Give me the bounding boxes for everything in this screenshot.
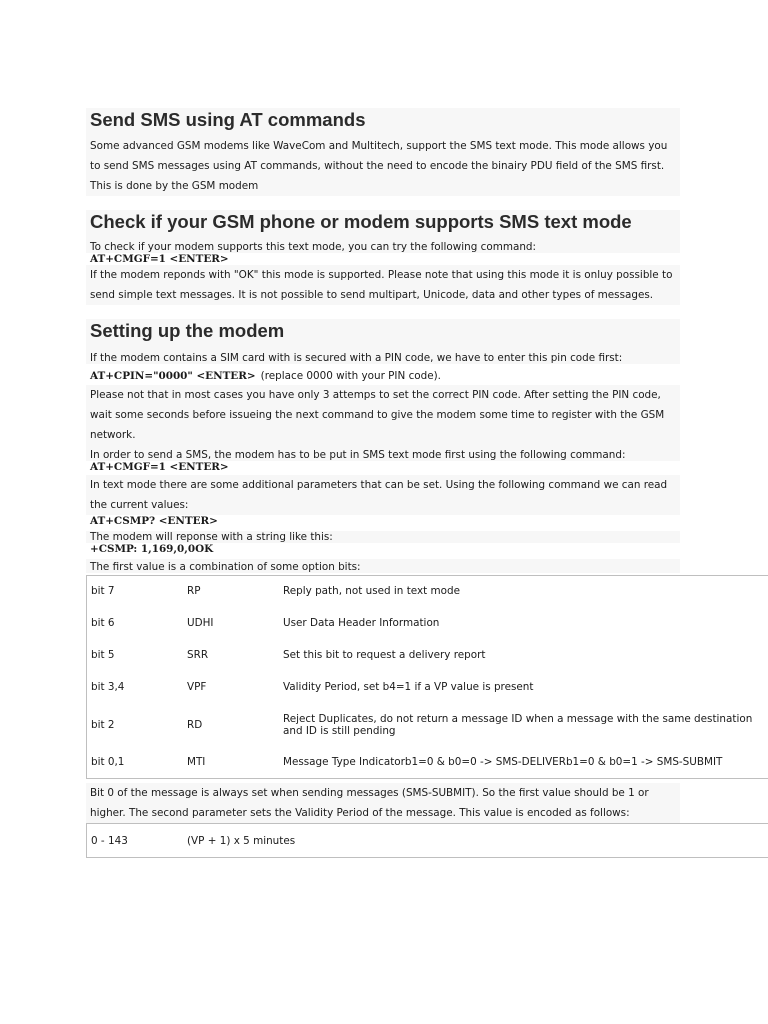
option-bits-table: [86, 575, 768, 779]
bit-name-cell: VPF: [187, 680, 207, 693]
vp-range-cell: 0 - 143: [91, 834, 128, 847]
heading-send-sms: Send SMS using AT commands: [90, 109, 366, 130]
bit-name-cell: UDHI: [187, 616, 214, 629]
table-row: [87, 607, 768, 639]
bit-cell: bit 6: [91, 616, 115, 629]
bit-cell: bit 5: [91, 648, 115, 661]
paragraph-bits-intro: The first value is a combination of some option bits:: [90, 561, 361, 573]
code-cmgf-2: AT+CMGF=1 <ENTER>: [90, 461, 229, 473]
bit-desc-cell: Set this bit to request a delivery report: [283, 648, 486, 661]
vp-value-cell: (VP + 1) x 5 minutes: [187, 834, 296, 847]
bit-cell: bit 7: [91, 585, 115, 598]
paragraph-check-intro: To check if your modem supports this text mode, you can try the following command:: [90, 241, 537, 253]
pin-note: (replace 0000 with your PIN code).: [260, 370, 441, 382]
paragraph-params: In text mode there are some additional parameters that can be set. Using the following command we can read the current values:: [90, 479, 668, 511]
paragraph-after-table: Bit 0 of the message is always set when sending messages (SMS-SUBMIT). So the first value should be 1 or higher. The second parameter sets the Validity Period of the message. This value is encoded as follows:: [90, 787, 649, 819]
bit-name-cell: RP: [187, 585, 201, 598]
section-send-sms: [86, 108, 680, 196]
section-pin-warning: [86, 385, 680, 461]
bit-name-cell: RD: [187, 718, 203, 731]
paragraph-textmode: In order to send a SMS, the modem has to be put in SMS text mode first using the following command:: [90, 449, 626, 461]
bit-cell: bit 3,4: [91, 680, 125, 693]
code-csmp: AT+CSMP? <ENTER>: [90, 515, 218, 527]
section-after-table: [86, 783, 680, 823]
section-bits-intro: [86, 559, 680, 573]
bit-cell: bit 0,1: [91, 756, 125, 769]
code-cpin: AT+CPIN="0000" <ENTER>: [90, 370, 256, 382]
bit-name-cell: MTI: [187, 756, 206, 769]
section-params: [86, 475, 680, 515]
section-response: [86, 531, 680, 543]
table-row: [87, 824, 768, 858]
article: [86, 108, 768, 858]
command-csmp: [86, 515, 680, 527]
bit-desc-cell: User Data Header Information: [283, 616, 440, 629]
heading-setup: Setting up the modem: [90, 320, 285, 341]
paragraph-ok-response: If the modem reponds with "OK" this mode is supported. Please note that using this mode it is onluy possible to send simple text messages. It is not possible to send multipart, Unicode, data and other types of messages.: [90, 269, 673, 301]
table-row: [87, 671, 768, 703]
validity-period-table: [86, 823, 768, 858]
section-check-mode: [86, 210, 680, 253]
bit-desc-cell: Reply path, not used in text mode: [283, 585, 460, 598]
code-cmgf: AT+CMGF=1 <ENTER>: [90, 253, 229, 265]
paragraph-intro: Some advanced GSM modems like WaveCom and Multitech, support the SMS text mode. This mode allows you to send SMS messages using AT commands, without the need to encode the binairy PDU field of the SMS first. This is done by the GSM modem: [90, 140, 668, 192]
table-row: [87, 703, 768, 747]
table-row: [87, 639, 768, 671]
command-cmgf: [86, 253, 680, 265]
bit-name-cell: SRR: [187, 648, 209, 661]
bit-desc-cell: Validity Period, set b4=1 if a VP value is present: [283, 680, 534, 693]
bit-cell: bit 2: [91, 718, 115, 731]
heading-check-mode: Check if your GSM phone or modem supports SMS text mode: [90, 211, 632, 232]
bit-desc-cell: Reject Duplicates, do not return a message ID when a message with the same destination and ID is still pending: [283, 712, 753, 737]
command-response: [86, 543, 680, 555]
paragraph-pin-intro: If the modem contains a SIM card with is secured with a PIN code, we have to enter this pin code first:: [90, 352, 623, 364]
paragraph-response: The modem will reponse with a string like this:: [90, 531, 333, 543]
command-cmgf-2: [86, 461, 680, 473]
section-setup: [86, 319, 680, 364]
code-response: +CSMP: 1,169,0,0OK: [90, 543, 214, 555]
table-row: [87, 576, 768, 607]
section-check-result: [86, 265, 680, 305]
bit-desc-cell: Message Type Indicatorb1=0 & b0=0 -> SMS-DELIVERb1=0 & b0=1 -> SMS-SUBMIT: [283, 756, 723, 769]
command-cpin: [86, 364, 680, 383]
table-row: [87, 747, 768, 779]
paragraph-pin-warning: Please not that in most cases you have only 3 attemps to set the correct PIN code. After setting the PIN code, wait some seconds before issueing the next command to give the modem some time to register with the GSM network.: [90, 389, 665, 441]
